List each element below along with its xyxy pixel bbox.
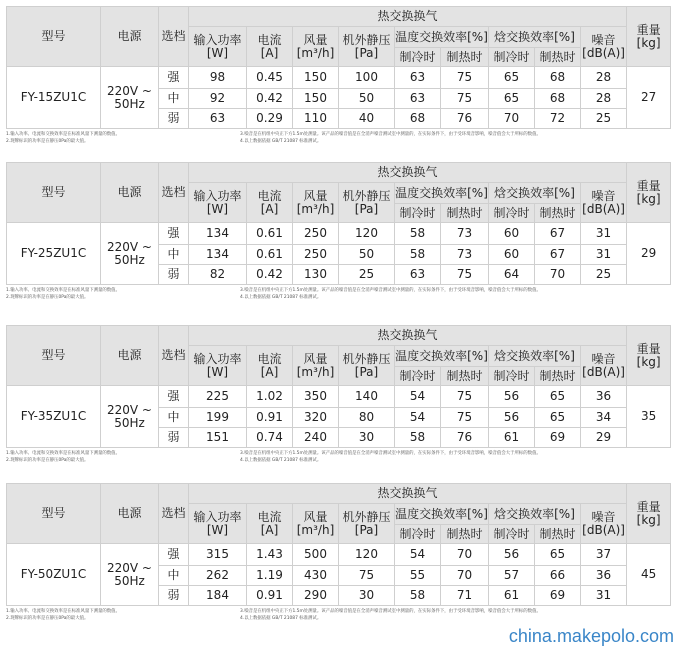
header-noise	[581, 27, 627, 67]
airflow-cell: 150	[293, 67, 339, 89]
header-noise	[581, 183, 627, 223]
current-cell: 0.42	[247, 265, 293, 285]
temp-heating-cell: 71	[441, 586, 489, 606]
footnote-1: 1.输入功率、电流和交换效率是在标准风量下测量的数值。	[6, 288, 120, 293]
header-weight	[627, 7, 671, 67]
temp-cooling-cell: 63	[395, 265, 441, 285]
spec-table	[6, 483, 671, 606]
header-enthalpy-heating: 制热时	[535, 48, 581, 67]
header-enthalpy-efficiency: 焓交换效率[%]	[489, 346, 581, 367]
header-enthalpy-efficiency: 焓交换效率[%]	[489, 27, 581, 48]
header-level: 选档	[159, 163, 189, 223]
level-cell: 弱	[159, 586, 189, 606]
header-static-pressure-unit: [Pa]	[354, 201, 379, 216]
header-static-pressure-label: 机外静压	[342, 351, 391, 366]
header-temp-cooling: 制冷时	[395, 525, 441, 544]
static-pressure-cell: 25	[339, 265, 395, 285]
header-noise-label: 噪音	[591, 509, 616, 524]
spec-block-fy-50zu1c	[6, 483, 670, 628]
header-enthalpy-cooling: 制冷时	[489, 48, 535, 67]
header-weight-unit: [kg]	[636, 35, 661, 50]
header-static-pressure-unit: [Pa]	[354, 522, 379, 537]
header-current-label: 电流	[257, 188, 282, 203]
header-input-power	[189, 183, 247, 223]
header-airflow-unit: [m³/h]	[296, 364, 335, 379]
temp-heating-cell: 70	[441, 566, 489, 586]
level-cell: 中	[159, 245, 189, 265]
header-airflow-unit: [m³/h]	[296, 45, 335, 60]
temp-heating-cell: 73	[441, 223, 489, 245]
temp-heating-cell: 73	[441, 245, 489, 265]
footnotes	[6, 606, 670, 628]
header-temp-cooling: 制冷时	[395, 204, 441, 223]
airflow-cell: 130	[293, 265, 339, 285]
footnote-1: 1.输入功率、电流和交换效率是在标准风量下测量的数值。	[6, 132, 120, 137]
enthalpy-cooling-cell: 56	[489, 544, 535, 566]
header-input-power-label: 输入功率	[193, 32, 242, 47]
header-static-pressure	[339, 183, 395, 223]
header-current	[247, 504, 293, 544]
noise-cell: 28	[581, 67, 627, 89]
weight-cell: 27	[627, 67, 671, 129]
header-enthalpy-heating: 制热时	[535, 204, 581, 223]
header-temp-efficiency: 温度交换效率[%]	[395, 346, 489, 367]
current-cell: 0.91	[247, 408, 293, 428]
power-source: 220V ~ 50Hz	[101, 386, 159, 448]
power-source: 220V ~ 50Hz	[101, 544, 159, 606]
current-cell: 0.61	[247, 223, 293, 245]
input-power-cell: 134	[189, 245, 247, 265]
level-cell: 弱	[159, 428, 189, 448]
enthalpy-cooling-cell: 65	[489, 67, 535, 89]
noise-cell: 25	[581, 265, 627, 285]
input-power-cell: 98	[189, 67, 247, 89]
header-input-power-unit: [W]	[206, 45, 229, 60]
header-weight-unit: [kg]	[636, 354, 661, 369]
temp-cooling-cell: 55	[395, 566, 441, 586]
header-temp-cooling: 制冷时	[395, 48, 441, 67]
watermark: china.makepolo.com	[508, 626, 674, 646]
header-model: 型号	[7, 7, 101, 67]
weight-cell: 35	[627, 386, 671, 448]
enthalpy-heating-cell: 69	[535, 428, 581, 448]
table-row	[7, 544, 671, 566]
header-enthalpy-efficiency: 焓交换效率[%]	[489, 183, 581, 204]
header-current-unit: [A]	[260, 522, 279, 537]
temp-cooling-cell: 58	[395, 586, 441, 606]
header-input-power-label: 输入功率	[193, 351, 242, 366]
model-name: FY-25ZU1C	[7, 223, 101, 285]
footnote-2: 2.现牌标识的功率是在静压0Pa的最大值。	[6, 139, 89, 144]
noise-cell: 34	[581, 408, 627, 428]
footnotes	[6, 285, 670, 307]
enthalpy-cooling-cell: 61	[489, 586, 535, 606]
enthalpy-cooling-cell: 60	[489, 223, 535, 245]
airflow-cell: 350	[293, 386, 339, 408]
level-cell: 强	[159, 386, 189, 408]
header-weight-label: 重量	[636, 499, 661, 514]
header-current	[247, 27, 293, 67]
header-weight-label: 重量	[636, 22, 661, 37]
model-name: FY-15ZU1C	[7, 67, 101, 129]
current-cell: 0.42	[247, 89, 293, 109]
header-enthalpy-efficiency: 焓交换效率[%]	[489, 504, 581, 525]
static-pressure-cell: 75	[339, 566, 395, 586]
static-pressure-cell: 100	[339, 67, 395, 89]
header-weight-unit: [kg]	[636, 191, 661, 206]
input-power-cell: 92	[189, 89, 247, 109]
level-cell: 强	[159, 544, 189, 566]
noise-cell: 36	[581, 566, 627, 586]
enthalpy-cooling-cell: 61	[489, 428, 535, 448]
static-pressure-cell: 30	[339, 586, 395, 606]
level-cell: 弱	[159, 265, 189, 285]
header-noise	[581, 346, 627, 386]
header-temp-heating: 制热时	[441, 204, 489, 223]
input-power-cell: 315	[189, 544, 247, 566]
model-name: FY-50ZU1C	[7, 544, 101, 606]
header-input-power-label: 输入功率	[193, 509, 242, 524]
header-static-pressure-label: 机外静压	[342, 188, 391, 203]
footnotes	[6, 448, 670, 470]
input-power-cell: 151	[189, 428, 247, 448]
header-power-source: 电源	[101, 163, 159, 223]
header-enthalpy-cooling: 制冷时	[489, 367, 535, 386]
temp-cooling-cell: 63	[395, 89, 441, 109]
temp-cooling-cell: 68	[395, 109, 441, 129]
current-cell: 1.02	[247, 386, 293, 408]
header-model: 型号	[7, 484, 101, 544]
static-pressure-cell: 140	[339, 386, 395, 408]
header-power-source: 电源	[101, 7, 159, 67]
header-weight	[627, 484, 671, 544]
header-heat-exchange-ventilation: 热交换换气	[189, 326, 627, 346]
input-power-cell: 199	[189, 408, 247, 428]
input-power-cell: 225	[189, 386, 247, 408]
header-noise-label: 噪音	[591, 188, 616, 203]
current-cell: 1.19	[247, 566, 293, 586]
temp-heating-cell: 70	[441, 544, 489, 566]
header-power-source: 电源	[101, 326, 159, 386]
header-airflow-label: 风量	[303, 32, 328, 47]
static-pressure-cell: 30	[339, 428, 395, 448]
temp-cooling-cell: 63	[395, 67, 441, 89]
header-noise-unit: [dB(A)]	[582, 45, 625, 60]
spec-table	[6, 6, 671, 129]
static-pressure-cell: 120	[339, 223, 395, 245]
header-enthalpy-heating: 制热时	[535, 525, 581, 544]
spec-table	[6, 162, 671, 285]
level-cell: 中	[159, 566, 189, 586]
header-level: 选档	[159, 484, 189, 544]
temp-heating-cell: 75	[441, 265, 489, 285]
level-cell: 中	[159, 89, 189, 109]
header-current-label: 电流	[257, 509, 282, 524]
header-power-source: 电源	[101, 484, 159, 544]
temp-heating-cell: 75	[441, 408, 489, 428]
current-cell: 1.43	[247, 544, 293, 566]
header-temp-efficiency: 温度交换效率[%]	[395, 504, 489, 525]
header-temp-heating: 制热时	[441, 525, 489, 544]
header-static-pressure-label: 机外静压	[342, 32, 391, 47]
table-row	[7, 386, 671, 408]
noise-cell: 31	[581, 223, 627, 245]
header-noise-unit: [dB(A)]	[582, 522, 625, 537]
header-heat-exchange-ventilation: 热交换换气	[189, 163, 627, 183]
header-noise-label: 噪音	[591, 32, 616, 47]
enthalpy-heating-cell: 66	[535, 566, 581, 586]
header-airflow	[293, 504, 339, 544]
header-weight	[627, 163, 671, 223]
enthalpy-cooling-cell: 64	[489, 265, 535, 285]
airflow-cell: 500	[293, 544, 339, 566]
footnote-2: 2.现牌标识的功率是在静压0Pa的最大值。	[6, 295, 89, 300]
header-static-pressure	[339, 27, 395, 67]
enthalpy-heating-cell: 68	[535, 89, 581, 109]
footnote-4: 4.以上数据依据 GB/T 21087 标准测试。	[240, 616, 322, 621]
enthalpy-heating-cell: 68	[535, 67, 581, 89]
header-weight-label: 重量	[636, 341, 661, 356]
header-current-unit: [A]	[260, 45, 279, 60]
airflow-cell: 150	[293, 89, 339, 109]
header-airflow-unit: [m³/h]	[296, 201, 335, 216]
level-cell: 强	[159, 223, 189, 245]
header-static-pressure	[339, 346, 395, 386]
enthalpy-heating-cell: 70	[535, 265, 581, 285]
noise-cell: 28	[581, 89, 627, 109]
header-input-power-unit: [W]	[206, 364, 229, 379]
footnote-2: 2.现牌标识的功率是在静压0Pa的最大值。	[6, 458, 89, 463]
static-pressure-cell: 50	[339, 245, 395, 265]
airflow-cell: 250	[293, 223, 339, 245]
temp-heating-cell: 75	[441, 89, 489, 109]
table-row	[7, 67, 671, 89]
current-cell: 0.74	[247, 428, 293, 448]
temp-cooling-cell: 54	[395, 544, 441, 566]
header-temp-heating: 制热时	[441, 48, 489, 67]
header-temp-efficiency: 温度交换效率[%]	[395, 27, 489, 48]
footnote-4: 4.以上数据依据 GB/T 21087 标准测试。	[240, 139, 322, 144]
header-enthalpy-cooling: 制冷时	[489, 525, 535, 544]
current-cell: 0.29	[247, 109, 293, 129]
power-source: 220V ~ 50Hz	[101, 67, 159, 129]
current-cell: 0.91	[247, 586, 293, 606]
airflow-cell: 110	[293, 109, 339, 129]
temp-heating-cell: 76	[441, 428, 489, 448]
enthalpy-cooling-cell: 56	[489, 408, 535, 428]
header-airflow-label: 风量	[303, 509, 328, 524]
header-static-pressure-label: 机外静压	[342, 509, 391, 524]
header-enthalpy-heating: 制热时	[535, 367, 581, 386]
static-pressure-cell: 80	[339, 408, 395, 428]
header-input-power-unit: [W]	[206, 522, 229, 537]
header-heat-exchange-ventilation: 热交换换气	[189, 484, 627, 504]
header-airflow-unit: [m³/h]	[296, 522, 335, 537]
header-temp-heating: 制热时	[441, 367, 489, 386]
temp-heating-cell: 76	[441, 109, 489, 129]
airflow-cell: 430	[293, 566, 339, 586]
header-airflow-label: 风量	[303, 351, 328, 366]
temp-cooling-cell: 54	[395, 386, 441, 408]
enthalpy-heating-cell: 65	[535, 408, 581, 428]
header-static-pressure-unit: [Pa]	[354, 45, 379, 60]
level-cell: 中	[159, 408, 189, 428]
noise-cell: 37	[581, 544, 627, 566]
header-current	[247, 346, 293, 386]
power-source: 220V ~ 50Hz	[101, 223, 159, 285]
header-current-unit: [A]	[260, 201, 279, 216]
header-noise-unit: [dB(A)]	[582, 201, 625, 216]
current-cell: 0.45	[247, 67, 293, 89]
input-power-cell: 262	[189, 566, 247, 586]
noise-cell: 29	[581, 428, 627, 448]
enthalpy-heating-cell: 65	[535, 544, 581, 566]
header-input-power	[189, 27, 247, 67]
header-weight	[627, 326, 671, 386]
noise-cell: 25	[581, 109, 627, 129]
footnote-1: 1.输入功率、电流和交换效率是在标准风量下测量的数值。	[6, 451, 120, 456]
header-static-pressure	[339, 504, 395, 544]
enthalpy-heating-cell: 65	[535, 386, 581, 408]
static-pressure-cell: 40	[339, 109, 395, 129]
current-cell: 0.61	[247, 245, 293, 265]
header-input-power-label: 输入功率	[193, 188, 242, 203]
enthalpy-cooling-cell: 70	[489, 109, 535, 129]
input-power-cell: 134	[189, 223, 247, 245]
airflow-cell: 290	[293, 586, 339, 606]
footnote-3: 3.噪音是在机组中央正下方1.5m处测量。该产品的噪音值是在全消声噪音测试室中测量的，在实际条件下，由于受环境音影响，噪音值会大于所标的数值。	[240, 132, 541, 137]
header-input-power-unit: [W]	[206, 201, 229, 216]
temp-cooling-cell: 58	[395, 428, 441, 448]
noise-cell: 36	[581, 386, 627, 408]
header-noise	[581, 504, 627, 544]
input-power-cell: 63	[189, 109, 247, 129]
enthalpy-cooling-cell: 57	[489, 566, 535, 586]
header-current-label: 电流	[257, 32, 282, 47]
spec-block-fy-15zu1c	[6, 6, 670, 151]
temp-heating-cell: 75	[441, 386, 489, 408]
header-weight-label: 重量	[636, 178, 661, 193]
header-weight-unit: [kg]	[636, 512, 661, 527]
header-model: 型号	[7, 326, 101, 386]
footnote-3: 3.噪音是在机组中央正下方1.5m处测量。该产品的噪音值是在全消声噪音测试室中测量的，在实际条件下，由于受环境音影响，噪音值会大于所标的数值。	[240, 609, 541, 614]
input-power-cell: 184	[189, 586, 247, 606]
enthalpy-heating-cell: 67	[535, 223, 581, 245]
header-noise-label: 噪音	[591, 351, 616, 366]
enthalpy-cooling-cell: 56	[489, 386, 535, 408]
enthalpy-heating-cell: 67	[535, 245, 581, 265]
level-cell: 强	[159, 67, 189, 89]
footnote-4: 4.以上数据依据 GB/T 21087 标准测试。	[240, 458, 322, 463]
header-current-unit: [A]	[260, 364, 279, 379]
airflow-cell: 250	[293, 245, 339, 265]
temp-cooling-cell: 58	[395, 223, 441, 245]
header-temp-cooling: 制冷时	[395, 367, 441, 386]
header-temp-efficiency: 温度交换效率[%]	[395, 183, 489, 204]
noise-cell: 31	[581, 586, 627, 606]
input-power-cell: 82	[189, 265, 247, 285]
spec-block-fy-25zu1c	[6, 162, 670, 307]
header-noise-unit: [dB(A)]	[582, 364, 625, 379]
spec-block-fy-35zu1c	[6, 325, 670, 470]
header-level: 选档	[159, 326, 189, 386]
airflow-cell: 240	[293, 428, 339, 448]
spec-table	[6, 325, 671, 448]
header-airflow-label: 风量	[303, 188, 328, 203]
header-input-power	[189, 346, 247, 386]
model-name: FY-35ZU1C	[7, 386, 101, 448]
enthalpy-heating-cell: 69	[535, 586, 581, 606]
temp-cooling-cell: 54	[395, 408, 441, 428]
footnotes	[6, 129, 670, 151]
header-enthalpy-cooling: 制冷时	[489, 204, 535, 223]
header-heat-exchange-ventilation: 热交换换气	[189, 7, 627, 27]
header-model: 型号	[7, 163, 101, 223]
header-input-power	[189, 504, 247, 544]
footnote-3: 3.噪音是在机组中央正下方1.5m处测量。该产品的噪音值是在全消声噪音测试室中测量的，在实际条件下，由于受环境音影响，噪音值会大于所标的数值。	[240, 451, 541, 456]
header-airflow	[293, 183, 339, 223]
table-row	[7, 223, 671, 245]
static-pressure-cell: 120	[339, 544, 395, 566]
enthalpy-cooling-cell: 60	[489, 245, 535, 265]
footnote-1: 1.输入功率、电流和交换效率是在标准风量下测量的数值。	[6, 609, 120, 614]
airflow-cell: 320	[293, 408, 339, 428]
weight-cell: 29	[627, 223, 671, 285]
header-current	[247, 183, 293, 223]
enthalpy-heating-cell: 72	[535, 109, 581, 129]
header-static-pressure-unit: [Pa]	[354, 364, 379, 379]
static-pressure-cell: 50	[339, 89, 395, 109]
header-level: 选档	[159, 7, 189, 67]
footnote-2: 2.现牌标识的功率是在静压0Pa的最大值。	[6, 616, 89, 621]
footnote-3: 3.噪音是在机组中央正下方1.5m处测量。该产品的噪音值是在全消声噪音测试室中测量的，在实际条件下，由于受环境音影响，噪音值会大于所标的数值。	[240, 288, 541, 293]
header-airflow	[293, 27, 339, 67]
temp-cooling-cell: 58	[395, 245, 441, 265]
weight-cell: 45	[627, 544, 671, 606]
enthalpy-cooling-cell: 65	[489, 89, 535, 109]
footnote-4: 4.以上数据依据 GB/T 21087 标准测试。	[240, 295, 322, 300]
header-current-label: 电流	[257, 351, 282, 366]
noise-cell: 31	[581, 245, 627, 265]
temp-heating-cell: 75	[441, 67, 489, 89]
header-airflow	[293, 346, 339, 386]
level-cell: 弱	[159, 109, 189, 129]
